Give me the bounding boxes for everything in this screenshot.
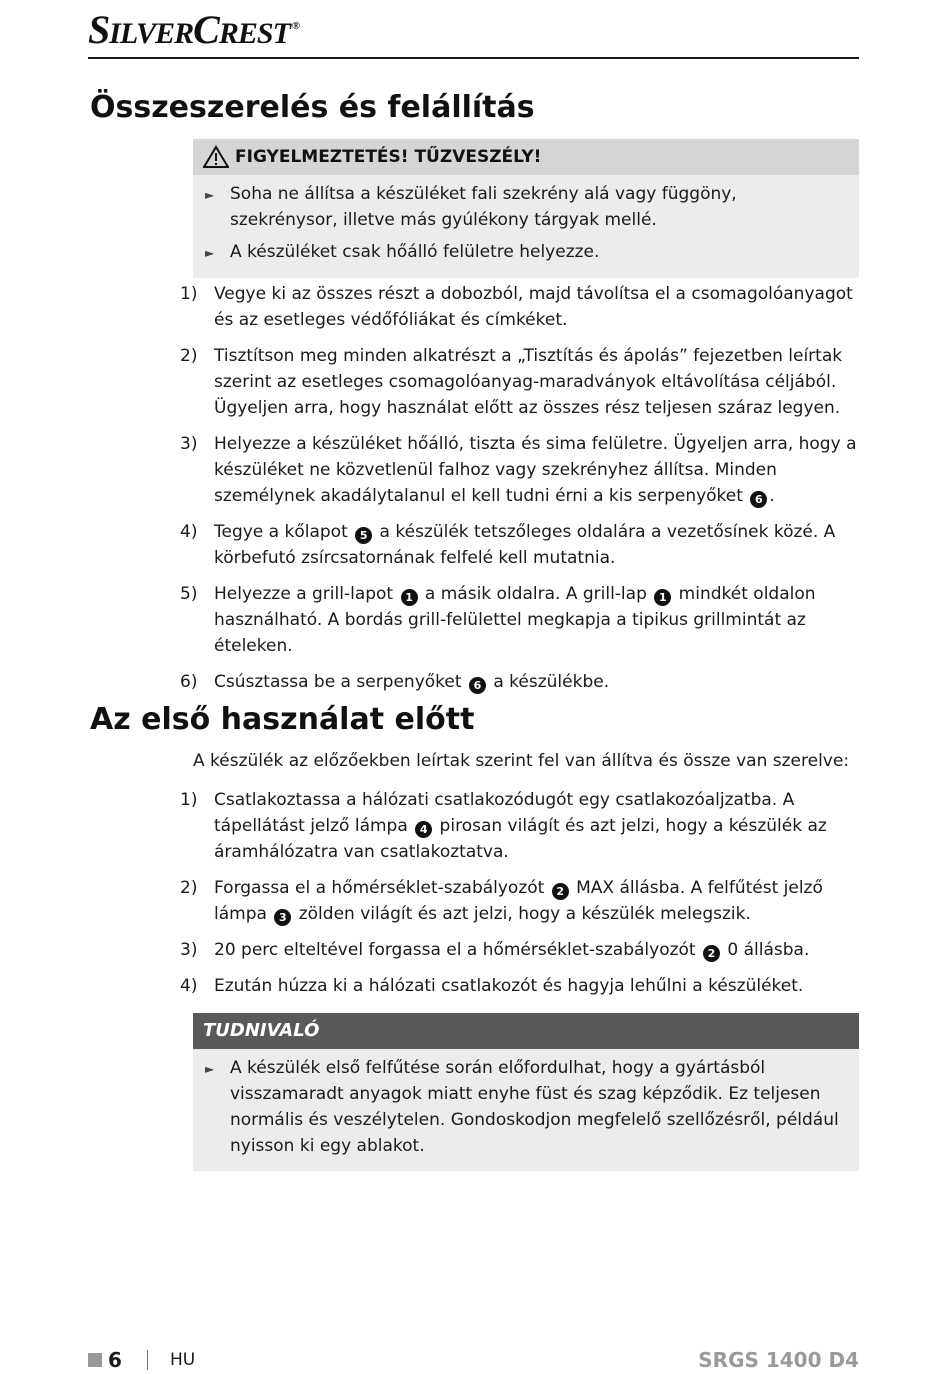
step-text-segment: mindkét oldalon használható. A bordás grill-felülettel megkapja a tipikus grillmintát az ételeken. <box>214 584 816 656</box>
part-number-badge: 6 <box>469 677 486 694</box>
first-use-steps <box>180 787 860 1009</box>
step-item <box>180 343 860 421</box>
step-text-segment: pirosan világít és azt jelzi, hogy a készülék az áramhálózatra van csatlakoztatva. <box>214 816 827 862</box>
step-number: 3) <box>180 940 198 960</box>
assembly-steps <box>180 281 860 705</box>
part-number-badge: 2 <box>703 945 720 962</box>
step-text <box>214 875 860 927</box>
step-item <box>180 431 860 509</box>
warning-triangle-icon <box>203 145 229 169</box>
section2-title: Az első használat előtt <box>90 702 475 737</box>
note-header: TUDNIVALÓ <box>193 1013 859 1049</box>
step-number: 5) <box>180 584 198 604</box>
bullet-text: A készülék első felfűtése során előfordulhat, hogy a gyártásból visszamaradt anyagok miatt enyhe füst és szag képződik. Ez teljesen normális és veszélytelen. Gondoskodjon megfelelő szellőzésről, például nyisson ki egy ablakot. <box>230 1058 839 1156</box>
step-text <box>214 281 860 333</box>
step-item <box>180 973 860 999</box>
step-text <box>214 787 860 865</box>
header-rule <box>88 57 859 59</box>
step-text-segment: a készülékbe. <box>487 672 610 692</box>
part-number-badge: 4 <box>415 821 432 838</box>
step-text <box>214 669 860 695</box>
step-text-segment: Helyezze a grill-lapot <box>214 584 399 604</box>
bullet-text: Soha ne állítsa a készüléket fali szekrény alá vagy függöny, szekrénysor, illetve más gyúlékony tárgyak mellé. <box>230 184 737 230</box>
step-item <box>180 519 860 571</box>
brand-logo: SILVERCREST ® <box>88 7 300 52</box>
step-number: 2) <box>180 346 198 366</box>
step-text-segment: 20 perc elteltével forgassa el a hőmérséklet-szabályozót <box>214 940 701 960</box>
step-item <box>180 669 860 695</box>
footer-separator <box>147 1350 148 1370</box>
warning-header <box>193 139 859 175</box>
part-number-badge: 1 <box>401 589 418 606</box>
step-text-segment: MAX állásba. A felfűtést jelző lámpa <box>214 878 823 924</box>
step-text-segment: Csúsztassa be a serpenyőket <box>214 672 467 692</box>
square-marker-icon <box>88 1353 102 1367</box>
page-footer <box>88 1348 859 1374</box>
step-text <box>214 581 860 659</box>
arrow-bullet-icon: ► <box>205 1062 215 1076</box>
step-text-segment: Tegye a kőlapot <box>214 522 354 542</box>
step-text-segment: . <box>769 486 775 506</box>
step-text-segment: Csatlakoztassa a hálózati csatlakozódugót egy csatlakozóaljzatba. A tápellátást jelző lámpa <box>214 790 795 836</box>
bullet-item <box>205 181 845 233</box>
step-text-segment: 0 állásba. <box>722 940 810 960</box>
step-text-segment: Helyezze a készüléket hőálló, tiszta és sima felületre. Ügyeljen arra, hogy a készüléket ne közvetlenül falhoz vagy szekrényhez állítsa. Minden személynek akadálytalanul el kell tudni érni a kis serpenyőket <box>214 434 857 506</box>
arrow-bullet-icon: ► <box>205 188 215 202</box>
step-item <box>180 281 860 333</box>
step-text-segment: Vegye ki az összes részt a dobozból, majd távolítsa el a csomagolóanyagot és az esetleges védőfóliákat és címkéket. <box>214 284 853 330</box>
part-number-badge: 2 <box>552 883 569 900</box>
step-text-segment: Tisztítson meg minden alkatrészt a „Tisztítás és ápolás” fejezetben leírtak szerint az esetleges csomagolóanyag-maradványok eltávolítása céljából. Ügyeljen arra, hogy használat előtt az összes rész teljesen száraz legyen. <box>214 346 843 418</box>
step-item <box>180 787 860 865</box>
step-number: 1) <box>180 790 198 810</box>
bullet-text: A készüléket csak hőálló felületre helyezze. <box>230 242 600 262</box>
warning-title: FIGYELMEZTETÉS! TŰZVESZÉLY! <box>235 147 542 167</box>
section1-title: Összeszerelés és felállítás <box>90 90 535 125</box>
step-text <box>214 937 860 963</box>
step-text-segment: a készülék tetszőleges oldalára a vezetősínek közé. A körbefutó zsírcsatornának felfelé kell mutatnia. <box>214 522 836 568</box>
step-item <box>180 581 860 659</box>
step-text-segment: Ezután húzza ki a hálózati csatlakozót és hagyja lehűlni a készüléket. <box>214 976 804 996</box>
section2-intro: A készülék az előzőekben leírtak szerint fel van állítva és össze van szerelve: <box>193 751 850 771</box>
arrow-bullet-icon: ► <box>205 246 215 260</box>
step-number: 4) <box>180 522 198 542</box>
bullet-item <box>205 239 845 266</box>
note-body <box>193 1049 859 1171</box>
step-number: 3) <box>180 434 198 454</box>
bullet-item <box>205 1055 845 1159</box>
step-text-segment: a másik oldalra. A grill-lap <box>419 584 653 604</box>
step-number: 4) <box>180 976 198 996</box>
warning-body <box>193 175 859 278</box>
step-number: 1) <box>180 284 198 304</box>
part-number-badge: 1 <box>654 589 671 606</box>
step-text <box>214 343 860 421</box>
step-text <box>214 973 860 999</box>
step-number: 6) <box>180 672 198 692</box>
warning-box <box>193 139 859 278</box>
step-text-segment: zölden világít és azt jelzi, hogy a készülék melegszik. <box>293 904 751 924</box>
step-item <box>180 875 860 927</box>
page-number: 6 <box>108 1348 122 1372</box>
part-number-badge: 5 <box>355 527 372 544</box>
step-text <box>214 431 860 509</box>
note-box <box>193 1013 859 1171</box>
footer-language: HU <box>170 1350 196 1370</box>
footer-model: SRGS 1400 D4 <box>698 1348 859 1372</box>
part-number-badge: 3 <box>274 909 291 926</box>
step-text-segment: Forgassa el a hőmérséklet-szabályozót <box>214 878 550 898</box>
step-item <box>180 937 860 963</box>
step-number: 2) <box>180 878 198 898</box>
part-number-badge: 6 <box>750 491 767 508</box>
step-text <box>214 519 860 571</box>
